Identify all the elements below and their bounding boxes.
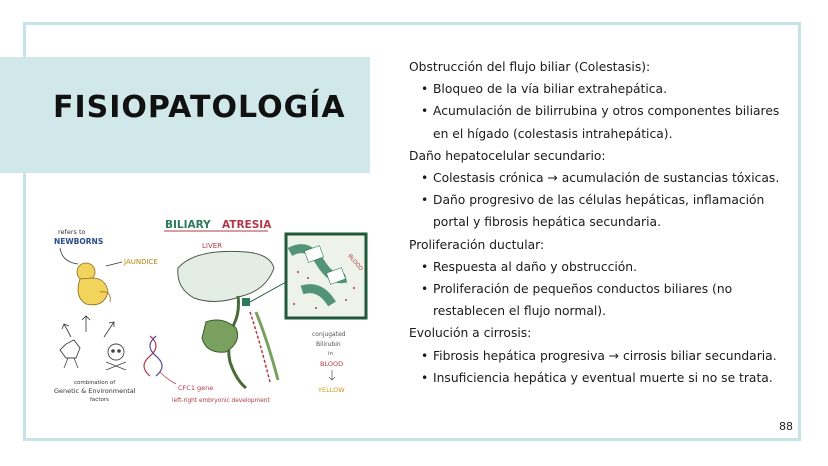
label-genetic-environmental: Genetic & Environmental: [54, 387, 136, 395]
bullet-item: • Colestasis crónica → acumulación de sustancias tóxicas.: [409, 167, 781, 189]
bullet-item: • Acumulación de bilirrubina y otros componentes biliares en el hígado (colestasis intrahepática).: [409, 100, 781, 144]
bullet-item: • Proliferación de pequeños conductos biliares (no restablecen el flujo normal).: [409, 278, 781, 322]
bullet-item: • Bloqueo de la vía biliar extrahepática.: [409, 78, 781, 100]
label-conjugated: conjugated: [312, 331, 346, 338]
label-newborns: NEWBORNS: [54, 237, 104, 246]
biliary-atresia-illustration: [46, 212, 371, 410]
bullet-item: • Respuesta al daño y obstrucción.: [409, 256, 781, 278]
page-number: 88: [779, 420, 793, 433]
label-in: in: [328, 351, 334, 357]
label-factors: factors: [90, 397, 109, 403]
bullet-item: • Fibrosis hepática progresiva → cirrosis biliar secundaria.: [409, 345, 781, 367]
illus-title-word2: ATRESIA: [222, 219, 272, 231]
magnified-bile-duct-icon: [286, 234, 366, 318]
label-combination: combination of: [74, 380, 116, 386]
label-blood: BLOOD: [320, 360, 344, 368]
section-heading: Obstrucción del flujo biliar (Colestasis):: [409, 60, 651, 74]
label-yellow: YELLOW: [318, 386, 345, 394]
label-bilirubin: Bilirubin: [316, 341, 341, 348]
label-liver: LIVER: [202, 242, 223, 250]
section-heading: Proliferación ductular:: [409, 237, 545, 252]
section-heading: Evolución a cirrosis:: [409, 326, 532, 341]
label-jaundice: JAUNDICE: [124, 258, 158, 266]
bullet-item: • Daño progresivo de las células hepáticas, inflamación portal y fibrosis hepática secundaria.: [409, 189, 781, 233]
label-blood-tag: BLOOD: [346, 253, 364, 273]
slide-title: FISIOPATOLOGÍA: [53, 90, 346, 125]
content-text: [409, 56, 781, 389]
illus-title-word1: BILIARY: [165, 219, 211, 231]
label-left-right-development: left-right embryonic development: [172, 398, 270, 404]
bullet-item: • Insuficiencia hepática y eventual muerte si no se trata.: [409, 367, 781, 389]
label-cfc1-gene: CFC1 gene: [178, 384, 214, 392]
section-heading: Daño hepatocelular secundario:: [409, 148, 606, 163]
label-refers-to: refers to: [58, 228, 86, 236]
